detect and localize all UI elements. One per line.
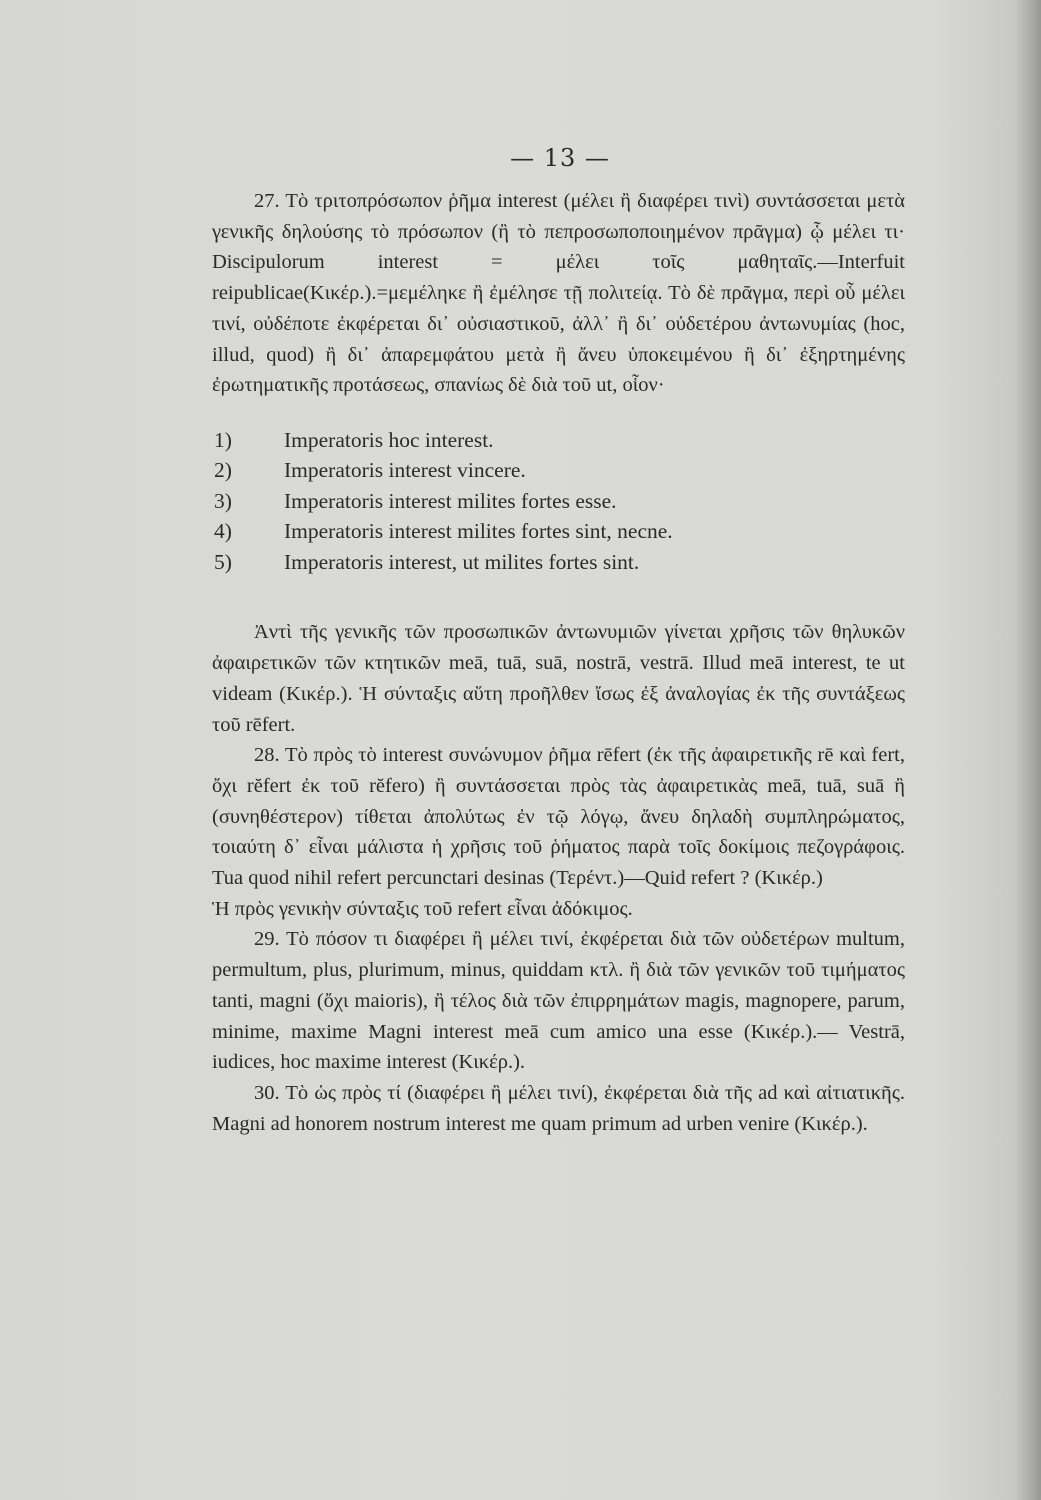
item-number: 4) — [214, 519, 232, 544]
list-item — [212, 547, 905, 578]
item-text: Imperatoris hoc interest. — [284, 427, 494, 452]
list-item — [212, 455, 905, 486]
list-item — [212, 486, 905, 517]
item-text: Imperatoris interest vincere. — [284, 458, 526, 483]
list-item — [212, 516, 905, 547]
item-number: 1) — [214, 427, 232, 452]
item-number: 2) — [214, 458, 232, 483]
example-list — [212, 425, 905, 578]
item-text: Imperatoris interest milites fortes esse. — [284, 488, 617, 513]
page-edge-shadow — [1015, 0, 1041, 1500]
item-text: Imperatoris interest milites fortes sint, necne. — [284, 519, 673, 544]
item-number: 3) — [214, 488, 232, 513]
page-number: — 13 — — [510, 144, 610, 172]
paragraph-anti: Ἀντὶ τῆς γενικῆς τῶν προσωπικῶν ἀντωνυμιῶν γίνεται χρῆσις τῶν θηλυκῶν ἀφαιρετικῶν τῶν κτητικῶν meā, tuā, suā, nostrā, vestrā. Illud meā interest, te ut videam (Κικέρ.). Ἡ σύνταξις αὕτη προῆλθεν ἴσως ἐξ ἀναλογίας ἐκ τῆς συντάξεως τοῦ rēfert. — [212, 621, 905, 736]
section-gap — [212, 601, 905, 617]
list-item — [212, 425, 905, 456]
item-text: Imperatoris interest, ut milites fortes sint. — [284, 549, 640, 574]
paragraph-28: 28. Τὸ πρὸς τὸ interest συνώνυμον ῥῆμα rēfert (ἐκ τῆς ἀφαιρετικῆς rē καὶ fert, ὄχι rĕfert ἐκ τοῦ rĕfero) ἢ συντάσσεται πρὸς τὰς ἀφαιρετικὰς meā, tuā, suā ἢ (συνηθέστερον) τίθεται ἀπολύτως ἐν τῷ λόγῳ, ἄνευ δηλαδὴ συμπληρώματος, τοιαύτη δ᾽ εἶναι μάλιστα ἡ χρῆσις τοῦ ῥήματος παρὰ τοῖς δοκίμοις πεζογράφοις. Tua quod nihil refert percunctari desinas (Τερέντ.)—Quid refert ? (Κικέρ.) — [212, 744, 905, 890]
paragraph-27: 27. Τὸ τριτοπρόσωπον ῥῆμα interest (μέλει ἢ διαφέρει τινὶ) συντάσσεται μετὰ γενικῆς δηλούσης τὸ πρόσωπον (ἢ τὸ πεπροσωποποιημένον πρᾶγμα) ᾧ μέλει τι· Discipulorum interest = μέλει τοῖς μαθηταῖς.—Interfuit reipublicae(Κικέρ.).=μεμέληκε ἢ ἐμέλησε τῇ πολιτείᾳ. Τὸ δὲ πρᾶγμα, περὶ οὗ μέλει τινί, οὐδέποτε ἐκφέρεται δι᾽ οὐσιαστικοῦ, ἀλλ᾽ ἢ δι᾽ οὐδετέρου ἀντωνυμίας (hoc, illud, quod) ἢ δι᾽ ἀπαρεμφάτου μετὰ ἢ ἄνευ ὑποκειμένου ἢ δι᾽ ἐξηρτημένης ἐρωτηματικῆς προτάσεως, σπανίως δὲ διὰ τοῦ ut, οἷον· — [212, 190, 905, 397]
paragraph-30: 30. Τὸ ὡς πρὸς τί (διαφέρει ἢ μέλει τινί), ἐκφέρεται διὰ τῆς ad καὶ αἰτιατικῆς. Magni ad honorem nostrum interest me quam primum ad urben venire (Κικέρ.). — [212, 1081, 905, 1135]
paragraph-28-note: Ἡ πρὸς γενικὴν σύνταξις τοῦ refert εἶναι ἀδόκιμος. — [212, 897, 633, 920]
body-text — [212, 186, 905, 1139]
item-number: 5) — [214, 549, 232, 574]
paragraph-29: 29. Τὸ πόσον τι διαφέρει ἢ μέλει τινί, ἐκφέρεται διὰ τῶν οὐδετέρων multum, permultum, plus, plurimum, minus, quiddam κτλ. ἢ διὰ τῶν γενικῶν τοῦ τιμήματος tanti, magni (ὄχι maioris), ἢ τέλος διὰ τῶν ἐπιρρημάτων magis, magnopere, parum, minime, maxime Magni interest meā cum amico una esse (Κικέρ.).— Vestrā, iudices, hoc maxime interest (Κικέρ.). — [212, 928, 905, 1074]
